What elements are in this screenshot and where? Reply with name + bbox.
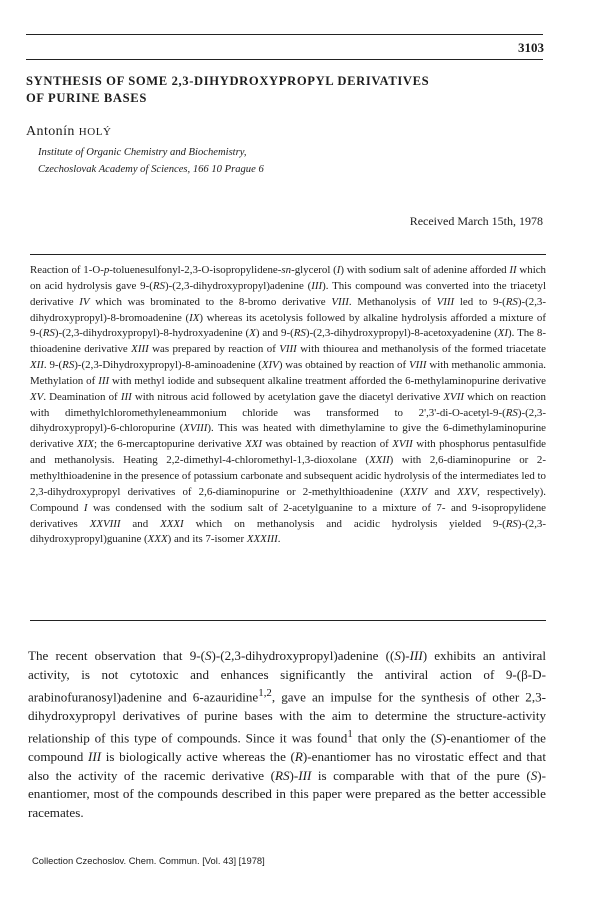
compound-ref: III <box>409 648 423 663</box>
abstract-text: ). This compound was converted into the triacetyl derivative <box>30 279 546 308</box>
abstract-text: Reaction of 1-O- <box>30 264 104 276</box>
compound-ref: XXXI <box>160 517 184 530</box>
stereo-descriptor: RS <box>42 327 55 340</box>
abstract-text: )-(2,3-dihydroxypropyl)-8-bromoadenine ( <box>30 295 546 324</box>
body-text: )-(2,3-dihydroxypropyl)adenine (( <box>211 648 395 663</box>
compound-ref: I <box>336 264 341 276</box>
stereo-descriptor: S <box>435 730 442 746</box>
compound-ref: XI <box>497 327 509 340</box>
compound-ref: XVII <box>443 390 464 403</box>
body-text: is biologically active whereas the ( <box>101 749 295 765</box>
compound-ref: XXVIII <box>89 517 121 530</box>
abstract-text: which on acid hydrolysis gave 9-( <box>30 264 546 292</box>
abstract-text: with phosphorus pentasulfide and methanolysis. Heating 2,2-dimethyl-4-chloromethyl-1,3-dioxolane ( <box>30 438 546 467</box>
abstract-text: ) and its 7-isomer <box>167 533 247 546</box>
stereo-descriptor: RS <box>274 767 290 783</box>
compound-ref: XXI <box>245 438 263 451</box>
compound-ref: XVIII <box>183 422 208 435</box>
abstract-text: )-(2,3-dihydroxypropyl)-8-acetoxyadenine ( <box>305 327 498 340</box>
abstract-text: . 9-( <box>43 359 63 372</box>
abstract-text: with methanolic ammonia. Methylation of <box>30 359 546 387</box>
compound-ref: XXXIII <box>246 533 278 546</box>
abstract-text: and <box>120 517 161 530</box>
abstract-text: and <box>427 485 458 498</box>
abstract-text: with nitrous acid followed by acetylation gave the diacetyl derivative <box>131 390 444 403</box>
compound-ref: XIII <box>131 343 149 356</box>
body-text: ) exhibits an antiviral activity, is not cytotoxic and enhances significantly the antiviral action of 9-(β-D-arabinofuranosyl)adenine and 6-azauridine <box>28 648 546 705</box>
abstract-text: . <box>277 533 281 546</box>
stereo-descriptor: RS <box>62 359 75 372</box>
body-text: that only the ( <box>352 730 436 746</box>
abstract-text: with thiourea and methanolysis of the formed triacetate <box>296 343 547 356</box>
compound-ref: XII <box>30 359 44 372</box>
abstract-top-rule <box>30 254 546 255</box>
header-bottom-rule <box>26 59 543 60</box>
affiliation-line-1: Institute of Organic Chemistry and Biochemistry, <box>38 147 247 158</box>
compound-ref: III <box>87 749 102 765</box>
abstract-text: ) with 2,6-diaminopurine or 2-methylthioadenine in the presence of potassium carbonate and subsequent acidic hydrolysis of the intermediates led to 2,3-dihydroxypropyl derivatives of 2,6-diaminopurine or 2-methylthioadenine ( <box>30 454 547 498</box>
abstract-text: -toluenesulfonyl-2,3-O-isopropylidene- <box>109 264 282 276</box>
abstract-text: ) was obtained by reaction of <box>278 359 409 372</box>
abstract-text: which on reaction with dimethylchloromethyleneammonium chloride was transformed to 2',3'-di-O-acetyl-9-( <box>30 390 547 419</box>
stereo-descriptor: RS <box>152 279 165 292</box>
abstract-text: )-(2,3-dihydroxypropyl)adenine ( <box>164 279 312 292</box>
compound-ref: III <box>120 390 132 403</box>
abstract-text: was obtained by reaction of <box>262 438 393 451</box>
abstract-bottom-rule <box>30 620 546 621</box>
received-date: Received March 15th, 1978 <box>409 214 543 228</box>
body-text: )-enantiomer of the compound <box>28 730 546 765</box>
compound-ref: II <box>509 264 517 276</box>
stereo-descriptor: S <box>530 767 538 783</box>
body-text: )-enantiomer, most of the compounds described in this paper were prepared as the better accessible racemates. <box>28 767 546 820</box>
compound-ref: X <box>249 327 256 340</box>
body-text: , gave an impulse for the synthesis of other 2,3-dihydroxypropyl derivatives of purine bases with the aim to determine the structure-activity relationship of this type of compounds. Since it was found <box>28 689 546 746</box>
stereo-descriptor: RS <box>505 406 518 419</box>
abstract-text: )-(2,3-dihydroxypropyl)-8-hydroxyadenine ( <box>54 327 250 340</box>
citation-superscript: 1 <box>347 728 353 741</box>
abstract-text: ) and 9-( <box>255 327 294 340</box>
abstract-text: . Deamination of <box>43 390 121 403</box>
abstract-text: )-(2,3-Dihydroxypropyl)-8-aminoadenine ( <box>74 359 262 372</box>
compound-ref: III <box>311 279 323 292</box>
author-name <box>26 124 112 140</box>
abstract-italic: p <box>103 264 110 276</box>
compound-ref: VIII <box>331 295 349 308</box>
title-line-1: SYNTHESIS OF SOME 2,3-DIHYDROXYPROPYL DERIVATIVES <box>26 74 430 88</box>
compound-ref: IV <box>79 295 90 308</box>
body-text: )- <box>400 648 410 663</box>
abstract-text: -glycerol ( <box>291 264 337 276</box>
abstract-text: ) with sodium salt of adenine afforded <box>340 264 510 276</box>
stereo-descriptor: S <box>204 648 212 663</box>
author-affiliation <box>38 145 264 178</box>
abstract-text: ). This was heated with dimethylamine to give the 6-dimethylaminopurine derivative <box>30 422 547 451</box>
abstract-text: )-(2,3-dihydroxypropyl)-6-chloropurine ( <box>30 406 546 435</box>
abstract-text: . Methanolysis of <box>348 295 437 308</box>
compound-ref: XXIV <box>403 485 428 498</box>
title-line-2: OF PURINE BASES <box>26 90 147 105</box>
journal-footer: Collection Czechoslov. Chem. Commun. [Vol. 43] [1978] <box>32 855 265 866</box>
header-top-rule <box>26 34 543 35</box>
article-title <box>26 73 566 106</box>
abstract-text: was condensed with the sodium salt of 2-acetylguanine to a mixture of 7- and 9-isopropylidene derivatives <box>30 501 546 530</box>
compound-ref: XIV <box>261 359 279 372</box>
compound-ref: XXV <box>457 485 478 498</box>
stereo-descriptor: RS <box>293 327 306 340</box>
affiliation-line-2: Czechoslovak Academy of Sciences, 166 10 Prague 6 <box>38 163 264 175</box>
abstract-text: )-(2,3-dihydroxypropyl)guanine ( <box>30 517 546 546</box>
compound-ref: XVII <box>392 438 413 451</box>
compound-ref: VIII <box>436 295 455 308</box>
stereo-descriptor: RS <box>505 295 518 308</box>
stereo-descriptor: RS <box>505 517 518 530</box>
compound-ref: III <box>298 767 312 783</box>
abstract-text: led to 9-( <box>454 295 506 308</box>
author-last-name: HOLÝ <box>78 126 112 138</box>
stereo-descriptor: R <box>294 749 303 765</box>
body-text: )-enantiomer has no virostatic effect and that also the activity of the racemic derivative ( <box>28 749 546 783</box>
body-text: is comparable with that of the pure ( <box>311 767 531 783</box>
page-number: 3103 <box>518 40 544 55</box>
compound-ref: III <box>98 374 110 387</box>
author-first-name: Antonín <box>26 124 75 139</box>
compound-ref: VIII <box>408 359 427 372</box>
body-text: )- <box>289 767 299 783</box>
stereo-descriptor: S <box>394 648 401 663</box>
abstract <box>30 263 546 548</box>
compound-ref: XIX <box>77 438 94 451</box>
compound-ref: XV <box>30 390 44 403</box>
abstract-text: , respectively). Compound <box>30 485 546 514</box>
abstract-text: was prepared by reaction of <box>148 343 280 356</box>
citation-superscript: 1,2 <box>258 687 272 699</box>
abstract-text: with methyl iodide and subsequent alkaline treatment afforded the 6-methylaminopurine derivative <box>109 374 546 387</box>
compound-ref: VIII <box>279 343 297 356</box>
abstract-text: which was brominated to the 8-bromo derivative <box>89 295 332 308</box>
compound-ref: I <box>83 501 88 514</box>
abstract-italic: sn <box>281 264 292 276</box>
compound-ref: IX <box>189 311 200 324</box>
abstract-text: which on methanolysis and acidic hydrolysis yielded 9-( <box>183 517 506 530</box>
abstract-text: ) whereas its acetolysis followed by alkaline hydrolysis afforded a mixture of 9-( <box>30 311 546 340</box>
abstract-text: ). The 8-thioadenine derivative <box>30 327 546 356</box>
body-paragraph <box>28 647 546 822</box>
compound-ref: XXII <box>369 454 390 467</box>
body-text: The recent observation that 9-( <box>28 648 205 663</box>
compound-ref: XXX <box>147 533 168 546</box>
abstract-text: ; the 6-mercaptopurine derivative <box>93 438 246 451</box>
